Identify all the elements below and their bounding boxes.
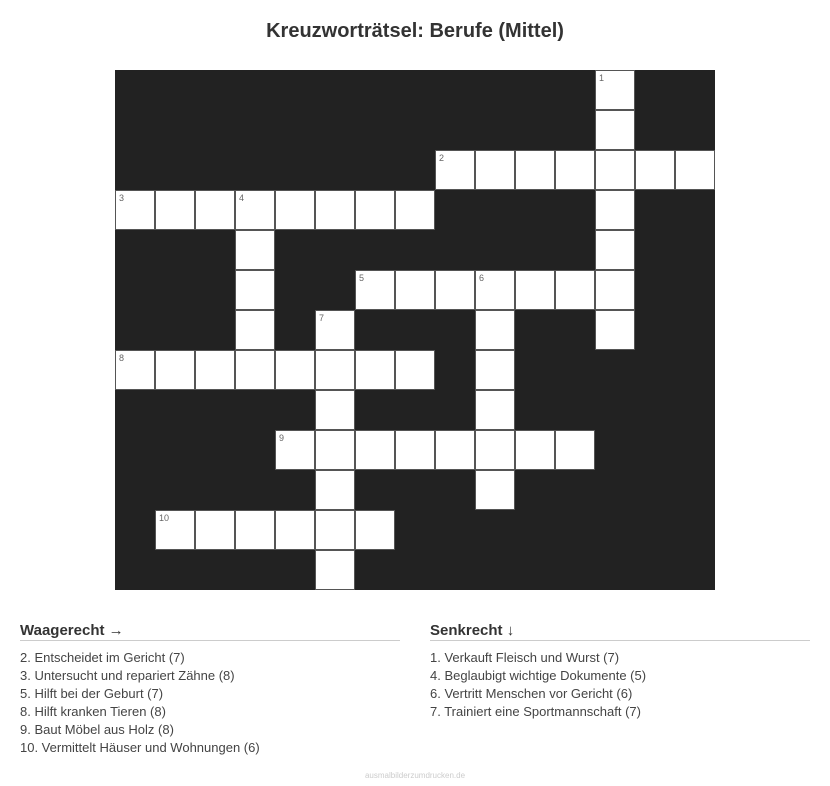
- clue-number: 3: [119, 193, 125, 203]
- grid-cell[interactable]: [275, 430, 315, 470]
- clue-number: 10: [159, 513, 170, 523]
- grid-cell[interactable]: [475, 310, 515, 350]
- across-clue-item: 10. Vermittelt Häuser und Wohnungen (6): [20, 740, 260, 755]
- grid-cell[interactable]: [595, 110, 635, 150]
- grid-cell[interactable]: [595, 70, 635, 110]
- grid-cell[interactable]: [235, 510, 275, 550]
- grid-cell[interactable]: [475, 430, 515, 470]
- grid-cell[interactable]: [315, 350, 355, 390]
- grid-cell[interactable]: [555, 150, 595, 190]
- grid-cell[interactable]: [115, 190, 155, 230]
- grid-cell[interactable]: [435, 430, 475, 470]
- grid-cell[interactable]: [635, 150, 675, 190]
- grid-cell[interactable]: [395, 350, 435, 390]
- grid-cell[interactable]: [275, 190, 315, 230]
- grid-cell[interactable]: [595, 270, 635, 310]
- grid-cell[interactable]: [315, 510, 355, 550]
- grid-cell[interactable]: [395, 270, 435, 310]
- grid-cell[interactable]: [155, 190, 195, 230]
- right-arrow-icon: →: [108, 622, 124, 639]
- grid-cell[interactable]: [195, 510, 235, 550]
- clue-number: 5: [359, 273, 365, 283]
- grid-cell[interactable]: [235, 190, 275, 230]
- grid-cell[interactable]: [395, 190, 435, 230]
- grid-cell[interactable]: [355, 510, 395, 550]
- down-heading-label: Senkrecht: [430, 622, 503, 639]
- down-clues-section: [430, 622, 810, 721]
- clue-number: 9: [279, 433, 285, 443]
- grid-cell[interactable]: [475, 270, 515, 310]
- grid-cell[interactable]: [235, 230, 275, 270]
- down-clue-item: 4. Beglaubigt wichtige Dokumente (5): [430, 668, 647, 683]
- down-clue-item: 1. Verkauft Fleisch und Wurst (7): [430, 650, 620, 665]
- grid-cell[interactable]: [235, 350, 275, 390]
- grid-cell[interactable]: [115, 350, 155, 390]
- across-clue-item: 8. Hilft kranken Tieren (8): [20, 704, 166, 719]
- grid-cell[interactable]: [355, 430, 395, 470]
- grid-cell[interactable]: [315, 470, 355, 510]
- down-clue-list: [430, 649, 810, 721]
- crossword-grid: [115, 70, 715, 590]
- down-heading: [430, 622, 810, 641]
- across-clue-list: [20, 649, 400, 757]
- clue-number: 8: [119, 353, 125, 363]
- grid-cell[interactable]: [555, 430, 595, 470]
- grid-cell[interactable]: [275, 510, 315, 550]
- page-title: Kreuzworträtsel: Berufe (Mittel): [266, 20, 564, 42]
- grid-cell[interactable]: [395, 430, 435, 470]
- grid-cell[interactable]: [315, 190, 355, 230]
- grid-cell[interactable]: [275, 350, 315, 390]
- clue-number: 6: [479, 273, 485, 283]
- grid-cell[interactable]: [235, 310, 275, 350]
- grid-cell[interactable]: [195, 190, 235, 230]
- across-clue-item: 5. Hilft bei der Geburt (7): [20, 686, 164, 701]
- grid-cell[interactable]: [595, 230, 635, 270]
- grid-cell[interactable]: [595, 310, 635, 350]
- grid-cell[interactable]: [315, 550, 355, 590]
- grid-cell[interactable]: [475, 350, 515, 390]
- grid-cell[interactable]: [355, 350, 395, 390]
- grid-cell[interactable]: [435, 150, 475, 190]
- down-clue-item: 6. Vertritt Menschen vor Gericht (6): [430, 686, 633, 701]
- across-clues-section: [20, 622, 400, 757]
- clue-number: 2: [439, 153, 445, 163]
- grid-cell[interactable]: [315, 310, 355, 350]
- across-heading-label: Waagerecht: [20, 622, 105, 639]
- grid-cell[interactable]: [515, 270, 555, 310]
- across-clue-item: 3. Untersucht und repariert Zähne (8): [20, 668, 235, 683]
- across-heading: [20, 622, 400, 641]
- grid-cell[interactable]: [355, 270, 395, 310]
- grid-cell[interactable]: [195, 350, 235, 390]
- across-clue-item: 9. Baut Möbel aus Holz (8): [20, 722, 174, 737]
- grid-cell[interactable]: [235, 270, 275, 310]
- footer-watermark: ausmalbilderzumdrucken.de: [364, 771, 466, 780]
- clue-number: 4: [239, 193, 245, 203]
- down-clue-item: 7. Trainiert eine Sportmannschaft (7): [430, 704, 641, 719]
- grid-cell[interactable]: [515, 150, 555, 190]
- grid-cell[interactable]: [595, 190, 635, 230]
- grid-cell[interactable]: [355, 190, 395, 230]
- grid-cell[interactable]: [155, 510, 195, 550]
- grid-cell[interactable]: [675, 150, 715, 190]
- across-clue-item: 2. Entscheidet im Gericht (7): [20, 650, 185, 665]
- grid-cell[interactable]: [595, 150, 635, 190]
- clue-number: 7: [319, 313, 325, 323]
- down-arrow-icon: ↓: [506, 622, 515, 639]
- grid-cell[interactable]: [155, 350, 195, 390]
- grid-cell[interactable]: [315, 390, 355, 430]
- grid-cell[interactable]: [475, 470, 515, 510]
- grid-cell[interactable]: [515, 430, 555, 470]
- grid-cell[interactable]: [315, 430, 355, 470]
- grid-cell[interactable]: [475, 390, 515, 430]
- clue-number: 1: [599, 73, 605, 83]
- grid-cell[interactable]: [475, 150, 515, 190]
- grid-cell[interactable]: [435, 270, 475, 310]
- grid-cell[interactable]: [555, 270, 595, 310]
